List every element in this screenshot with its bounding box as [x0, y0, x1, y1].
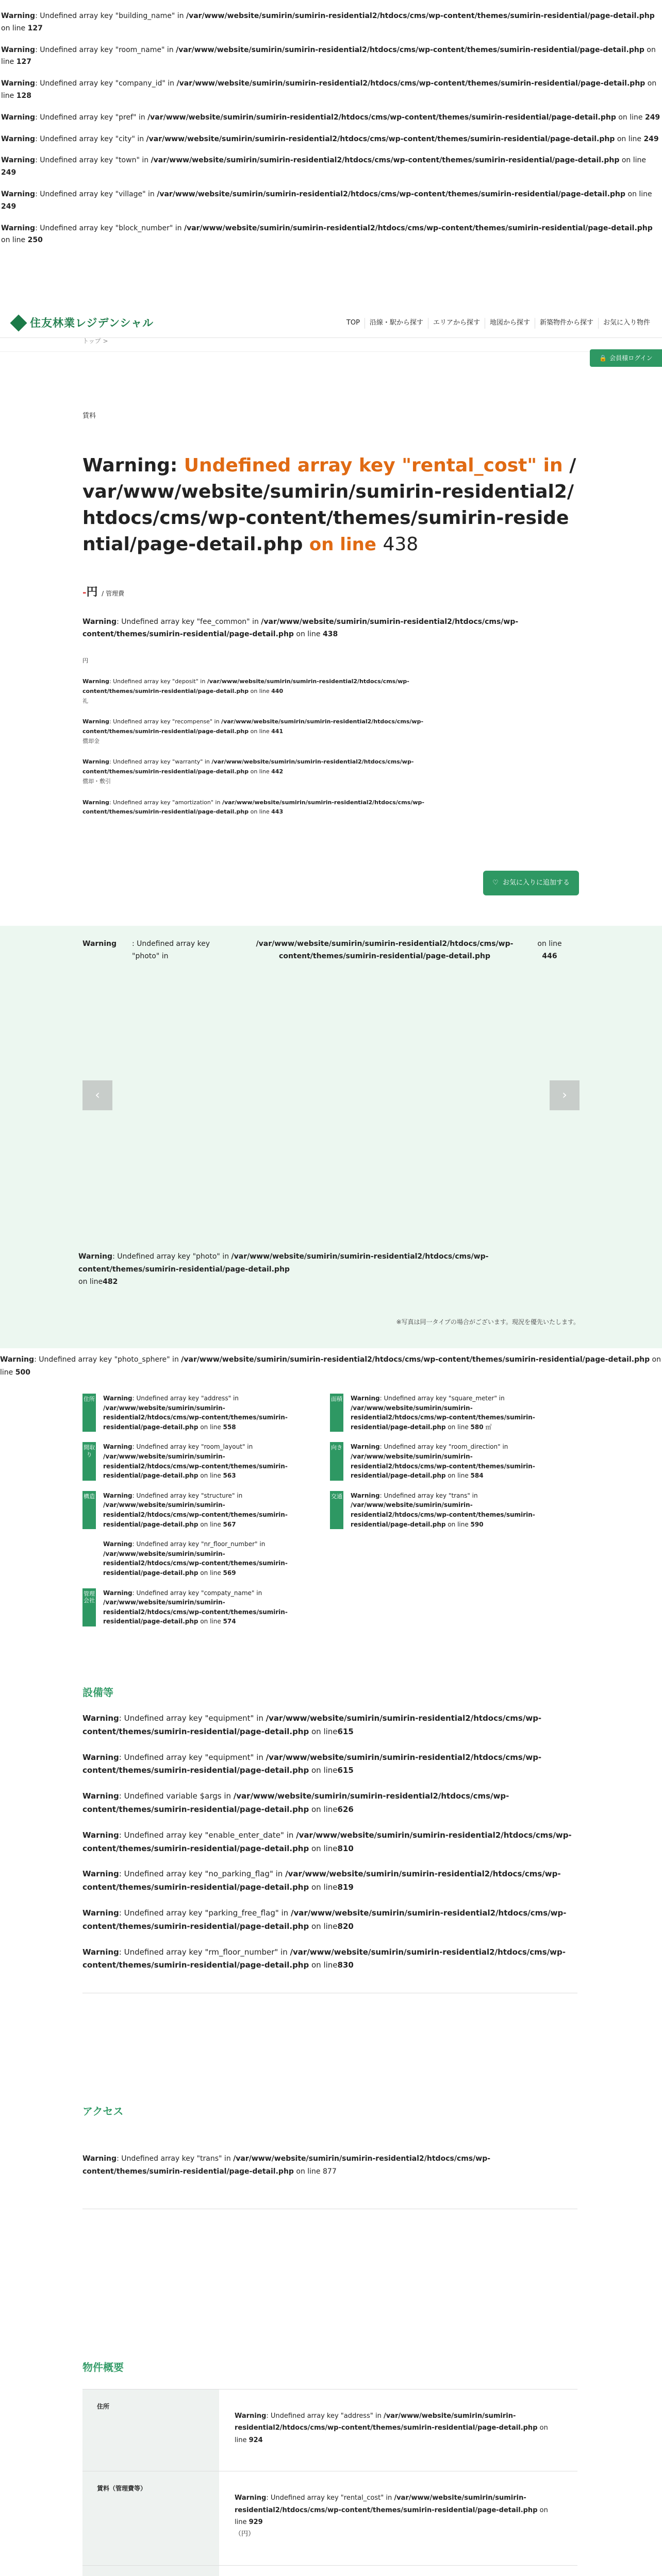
warning-path: /var/www/website/sumirin/sumirin-residential2/htdocs/cms/wp-content/themes/sumirin-residential/page-detail.php — [147, 113, 616, 122]
spec-item — [82, 1491, 304, 1529]
warning-key: "equipment" — [205, 1714, 254, 1723]
access-title: アクセス — [82, 2105, 124, 2117]
rent-big-warning: Warning: Undefined array key "rental_cost" in /var/www/website/sumirin/sumirin-residential2/htdocs/cms/wp-content/themes/sumirin-residential/page-detail.php on line 438 — [82, 455, 576, 555]
warning-path: /var/www/website/sumirin/sumirin-residential2/htdocs/cms/wp-content/themes/sumirin-residential/page-detail.php — [82, 455, 576, 555]
warning-path: /var/www/website/sumirin/sumirin-residential2/htdocs/cms/wp-content/themes/sumirin-residential/page-detail.php — [78, 1252, 489, 1274]
warning-path: /var/www/website/sumirin/sumirin-residential2/htdocs/cms/wp-content/themes/sumirin-residential/page-detail.php — [82, 718, 424, 735]
warning-prefix: : Undefined array key — [35, 45, 113, 54]
warning-path: /var/www/website/sumirin/sumirin-residential2/htdocs/cms/wp-content/themes/sumirin-residential/page-detail.php — [235, 2412, 538, 2432]
warning-key: room_name — [119, 45, 161, 54]
warning-path: /var/www/website/sumirin/sumirin-residential2/htdocs/cms/wp-content/themes/sumirin-residential/page-detail.php — [82, 799, 424, 816]
warning-prefix: : Undefined array key — [35, 224, 113, 232]
fee-common-warning: Warning: Undefined array key "fee_common" in /var/www/website/sumirin/sumirin-residential2/htdocs/cms/wp-content/themes/sumirin-residential/page-detail.php on line 438 — [82, 617, 519, 639]
equipment-title: 設備等 — [82, 1686, 113, 1699]
favorite-button[interactable] — [483, 871, 579, 895]
yen-note: 円 — [82, 657, 88, 664]
warning-line-number: 438 — [323, 630, 338, 639]
equipment-warning: Warning: Undefined variable $args in /var/www/website/sumirin/sumirin-residential2/htdocs/cms/wp-content/themes/sumirin-residential/page-detail.php on line626 — [82, 1791, 509, 1814]
warning-line-number: 250 — [27, 236, 43, 245]
price-line — [82, 584, 580, 601]
spec-item — [82, 1394, 304, 1432]
photo-gallery — [0, 926, 662, 1348]
spec-item — [82, 1588, 304, 1626]
warning-key: recompense — [175, 718, 210, 725]
warning-path: /var/www/website/sumirin/sumirin-residential2/htdocs/cms/wp-content/themes/sumirin-residential/page-detail.php — [82, 1791, 509, 1814]
warning-key: room_direction — [451, 1443, 498, 1451]
warning-key: nr_floor_number — [204, 1540, 255, 1548]
nav-item-2[interactable]: エリアから探す — [428, 318, 485, 328]
spec-warning: Warning: Undefined array key "room_layout" in /var/www/website/sumirin/sumirin-residential2/htdocs/cms/wp-content/themes/sumirin-residential/page-detail.php on line 563 — [103, 1443, 288, 1480]
logo[interactable] — [11, 315, 154, 332]
warning-line-number: 440 — [271, 688, 284, 695]
warning-path: /var/www/website/sumirin/sumirin-residential2/htdocs/cms/wp-content/themes/sumirin-residential/page-detail.php — [176, 45, 644, 54]
warning-key: city — [119, 134, 132, 143]
warning-path: /var/www/website/sumirin/sumirin-residential2/htdocs/cms/wp-content/themes/sumirin-residential/page-detail.php — [186, 12, 655, 20]
overview-row — [82, 2566, 577, 2576]
spec-warning: Warning: Undefined array key "square_meter" in /var/www/website/sumirin/sumirin-residential2/htdocs/cms/wp-content/themes/sumirin-residential/page-detail.php on line 580 ㎡ — [351, 1395, 535, 1431]
warning-line-number: 249 — [1, 202, 16, 211]
nav-item-0[interactable]: TOP — [346, 319, 360, 327]
overview-title: 物件概要 — [82, 2361, 124, 2374]
deposit-warning: Warning: Undefined array key "deposit" in /var/www/website/sumirin/sumirin-residential2/htdocs/cms/wp-content/themes/sumirin-residential/page-detail.php on line 440 礼 — [82, 677, 474, 706]
warning-path: /var/www/website/sumirin/sumirin-residential2/htdocs/cms/wp-content/themes/sumirin-residential/page-detail.php — [82, 1714, 542, 1736]
overview-head: 賃料（管理費等） — [82, 2471, 219, 2565]
spec-warning: Warning: Undefined array key "room_direction" in /var/www/website/sumirin/sumirin-residential2/htdocs/cms/wp-content/themes/sumirin-residential/page-detail.php on line 584 — [351, 1443, 535, 1480]
access-section — [82, 2104, 577, 2209]
management-label: / 管理費 — [102, 589, 125, 597]
spec-item — [330, 1442, 552, 1480]
warning-path: /var/www/website/sumirin/sumirin-residential2/htdocs/cms/wp-content/themes/sumirin-residential/page-detail.php — [103, 1550, 288, 1577]
warning-prefix: : Undefined array key — [35, 79, 113, 88]
warning-key: "equipment" — [205, 1752, 254, 1762]
spec-tag: 交通 — [330, 1491, 343, 1529]
warning-key: "rm_floor_number" — [205, 1947, 278, 1957]
warning-key: address — [204, 1395, 228, 1402]
warning-on-line: on line — [1, 79, 657, 100]
spec-tag: 構造 — [82, 1491, 96, 1529]
overview-head — [82, 2566, 219, 2576]
equipment-warning: Warning: Undefined array key "no_parking_flag" in /var/www/website/sumirin/sumirin-residential2/htdocs/cms/wp-content/themes/sumirin-residential/page-detail.php on line819 — [82, 1869, 561, 1892]
warning-path: /var/www/website/sumirin/sumirin-residential2/htdocs/cms/wp-content/themes/sumirin-residential/page-detail.php — [82, 758, 414, 775]
warning-line-number: 249 — [643, 134, 659, 143]
spec-item — [82, 1442, 304, 1480]
price-value: - — [82, 587, 87, 598]
warning-key: rental_cost — [343, 2494, 381, 2502]
deposit-note: 償却・敷引 — [82, 777, 111, 785]
warning-in: in — [168, 79, 175, 88]
overview-cell — [219, 2471, 577, 2565]
warning-line-number: 924 — [249, 2436, 263, 2444]
deposit-warning: Warning: Undefined array key "warranty" in /var/www/website/sumirin/sumirin-residential2/htdocs/cms/wp-content/themes/sumirin-residential/page-detail.php on line 442 償却・敷引 — [82, 757, 474, 786]
warning-label: Warning — [82, 940, 117, 948]
chevron-left-icon: ‹ — [95, 1088, 100, 1103]
warning-path: /var/www/website/sumirin/sumirin-residential2/htdocs/cms/wp-content/themes/sumirin-residential/page-detail.php — [103, 1501, 288, 1528]
warning-label: Warning — [1, 45, 36, 54]
gallery-next-button[interactable] — [550, 1080, 580, 1110]
warning-prefix: : Undefined array key — [35, 190, 113, 198]
warning-key: building_name — [119, 12, 172, 20]
spec-tag: 面積 — [330, 1394, 343, 1432]
warning-key: structure — [204, 1492, 232, 1499]
warning-path: /var/www/website/sumirin/sumirin-residential2/htdocs/cms/wp-content/themes/sumirin-residential/page-detail.php — [82, 1752, 542, 1775]
warning-key: variable $args — [166, 1791, 222, 1801]
warning-line-number: 127 — [27, 24, 43, 32]
warning-path: /var/www/website/sumirin/sumirin-residential2/htdocs/cms/wp-content/themes/sumirin-residential/page-detail.php — [103, 1404, 288, 1431]
warning-on-line: on line — [627, 190, 652, 198]
warning-line-number: 500 — [15, 1368, 30, 1377]
warning-key: trans — [451, 1492, 468, 1499]
warning-path: /var/www/website/sumirin/sumirin-residential2/htdocs/cms/wp-content/themes/sumirin-residential/page-detail.php — [82, 678, 409, 695]
nav-item-5[interactable]: お気に入り物件 — [598, 318, 655, 328]
warning-prefix: : Undefined array key — [35, 12, 113, 20]
warning-key: town — [119, 156, 137, 165]
warning-line — [534, 938, 565, 963]
warning-path: /var/www/website/sumirin/sumirin-residential2/htdocs/cms/wp-content/themes/sumirin-residential/page-detail.php — [103, 1452, 288, 1480]
warning-line-number: 574 — [223, 1618, 236, 1625]
warning-key: "photo" — [132, 952, 160, 960]
equipment-warning: Warning: Undefined array key "rm_floor_number" in /var/www/website/sumirin/sumirin-residential2/htdocs/cms/wp-content/themes/sumirin-residential/page-detail.php on line830 — [82, 1947, 566, 1970]
equipment-body — [82, 1712, 577, 1972]
warning-path: /var/www/website/sumirin/sumirin-residential2/htdocs/cms/wp-content/themes/sumirin-residential/page-detail.php — [351, 1452, 535, 1480]
lock-icon: 🔒 — [599, 354, 607, 362]
spec-item — [330, 1491, 552, 1529]
spec-warning: Warning: Undefined array key "compaty_name" in /var/www/website/sumirin/sumirin-residential2/htdocs/cms/wp-content/themes/sumirin-residential/page-detail.php on line 574 — [103, 1589, 288, 1625]
warning-line-number: 482 — [103, 1278, 118, 1286]
warning-prefix: : Undefined array key — [35, 134, 113, 143]
warning-key: address — [343, 2412, 370, 2420]
top-warning-line: Warning: Undefined array key "city" in /var/www/website/sumirin/sumirin-residential2/htdocs/cms/wp-content/themes/sumirin-residential/page-detail.php on line 249 — [1, 134, 659, 143]
warning-key: company_id — [119, 79, 162, 88]
main-nav — [342, 318, 655, 328]
spec-item — [82, 1539, 304, 1578]
rent-label: 賃料 — [82, 412, 96, 420]
warning-key: block_number — [119, 224, 170, 232]
warning-line-number: 563 — [223, 1472, 236, 1480]
warning-in: in — [137, 134, 144, 143]
warning-key: warranty — [175, 758, 201, 766]
warning-line-number: 127 — [16, 58, 31, 66]
warning-path: /var/www/website/sumirin/sumirin-residential2/htdocs/cms/wp-content/themes/sumirin-residential/page-detail.php — [82, 1869, 561, 1892]
warning-line-number: 626 — [337, 1804, 354, 1814]
warning-line-number: 249 — [1, 168, 16, 177]
warning-label: Warning — [1, 156, 36, 165]
warning-line-number: 877 — [323, 2167, 337, 2176]
spec-tag — [82, 1539, 96, 1578]
warning-prefix: : Undefined array key — [35, 156, 113, 165]
chevron-right-icon: › — [562, 1088, 567, 1103]
warning-key: square_meter — [451, 1395, 494, 1402]
overview-row — [82, 2471, 577, 2566]
warning-key: "trans" — [196, 2155, 222, 2163]
warning-key: amortization — [175, 799, 211, 806]
warning-path: /var/www/website/sumirin/sumirin-residential2/htdocs/cms/wp-content/themes/sumirin-residential/page-detail.php — [82, 1908, 567, 1931]
warning-on-line: on line — [1, 24, 26, 32]
heart-icon: ♡ — [492, 878, 499, 887]
warning-text: : Undefined array key "photo" in — [132, 940, 210, 960]
warning-line-number: 438 — [383, 534, 419, 555]
equipment-warning: Warning: Undefined array key "equipment" in /var/www/website/sumirin/sumirin-residential2/htdocs/cms/wp-content/themes/sumirin-residential/page-detail.php on line615 — [82, 1714, 542, 1736]
gallery-prev-button[interactable] — [82, 1080, 112, 1110]
logo-mark-icon — [11, 316, 26, 330]
warning-path: /var/www/website/sumirin/sumirin-residential2/htdocs/cms/wp-content/themes/sumirin-residential/page-detail.php — [157, 190, 626, 198]
overview-section — [82, 2360, 577, 2576]
warning-line-number: 819 — [337, 1883, 354, 1892]
warning-line-number: 128 — [16, 91, 31, 100]
overview-warning: Warning: Undefined array key "rental_cost" in /var/www/website/sumirin/sumirin-residential2/htdocs/cms/wp-content/themes/sumirin-residential/page-detail.php on line 929 （円） — [235, 2494, 548, 2538]
warning-path: /var/www/website/sumirin/sumirin-residential2/htdocs/cms/wp-content/themes/sumirin-residential/page-detail.php — [176, 79, 646, 88]
warning-line-number: 443 — [271, 808, 284, 816]
deposit-note: 償却金 — [82, 737, 100, 744]
warning-path: /var/www/website/sumirin/sumirin-residential2/htdocs/cms/wp-content/themes/sumirin-residential/page-detail.php — [103, 1599, 288, 1625]
top-warning-line: Warning: Undefined array key "village" in /var/www/website/sumirin/sumirin-residential2/htdocs/cms/wp-content/themes/sumirin-residential/page-detail.php on line 249 — [1, 190, 652, 211]
warning-key: "no_parking_flag" — [205, 1869, 273, 1879]
warning-path: /var/www/website/sumirin/sumirin-residential2/htdocs/cms/wp-content/themes/sumirin-residential/page-detail.php — [351, 1404, 535, 1431]
nav-item-4[interactable]: 新築物件から探す — [535, 318, 598, 328]
warning-label: Warning — [1, 190, 36, 198]
deposit-note: 礼 — [82, 697, 88, 704]
warning-key: "rental_cost" — [402, 455, 537, 477]
warning-key: deposit — [175, 678, 196, 685]
price-unit: 円 — [86, 585, 98, 599]
equipment-warning: Warning: Undefined array key "parking_free_flag" in /var/www/website/sumirin/sumirin-residential2/htdocs/cms/wp-content/themes/sumirin-residential/page-detail.php on line820 — [82, 1908, 567, 1931]
warning-path: /var/www/website/sumirin/sumirin-residential2/htdocs/cms/wp-content/themes/sumirin-residential/page-detail.php — [82, 617, 519, 639]
gallery-warning — [82, 938, 580, 963]
spec-right-column — [330, 1394, 552, 1539]
warning-path: /var/www/website/sumirin/sumirin-residential2/htdocs/cms/wp-content/themes/sumirin-residential/page-detail.php — [235, 2494, 538, 2514]
deposit-warning: Warning: Undefined array key "amortization" in /var/www/website/sumirin/sumirin-residential2/htdocs/cms/wp-content/themes/sumirin-residential/page-detail.php on line 443 — [82, 799, 424, 816]
access-warning: Warning: Undefined array key "trans" in /var/www/website/sumirin/sumirin-residential2/htdocs/cms/wp-content/themes/sumirin-residential/page-detail.php on line 877 — [82, 2155, 491, 2176]
warning-on-line: on line — [309, 534, 376, 555]
overview-table — [82, 2389, 577, 2576]
warning-key: compaty_name — [204, 1589, 252, 1597]
spec-note: ㎡ — [485, 1423, 492, 1431]
warning-label: Warning — [1, 113, 36, 122]
warning-on-line: on line — [618, 113, 643, 122]
warning-on-line: on line — [1, 236, 26, 245]
photo-sphere-warning: Warning: Undefined array key "photo_sphere" in /var/www/website/sumirin/sumirin-residential2/htdocs/cms/wp-content/themes/sumirin-residential/page-detail.php on line 500 — [0, 1355, 661, 1377]
warning-line-number: 441 — [271, 728, 284, 735]
member-login-label: 会員様ログイン — [609, 354, 653, 362]
warning-in: in — [142, 156, 149, 165]
warning-prefix: : Undefined array key — [35, 113, 113, 122]
top-warning-line: Warning: Undefined array key "room_name" in /var/www/website/sumirin/sumirin-residential2/htdocs/cms/wp-content/themes/sumirin-residential/page-detail.php on line 127 — [1, 45, 656, 66]
member-login-button[interactable] — [590, 349, 662, 367]
top-warnings — [0, 0, 662, 247]
equipment-section — [82, 1685, 577, 1993]
warning-key: "photo_sphere" — [114, 1355, 170, 1364]
top-warning-line: Warning: Undefined array key "building_name" in /var/www/website/sumirin/sumirin-residential2/htdocs/cms/wp-content/themes/sumirin-residential/page-detail.php on line 127 — [1, 12, 655, 32]
spec-left-column — [82, 1394, 304, 1637]
warning-line-number: 929 — [249, 2518, 263, 2526]
warning-key: "photo" — [192, 1252, 220, 1261]
warning-in: in — [177, 12, 184, 20]
warning-path: /var/www/website/sumirin/sumirin-residential2/htdocs/cms/wp-content/themes/sumirin-residential/page-detail.php — [351, 1501, 535, 1528]
spec-warning: Warning: Undefined array key "trans" in /var/www/website/sumirin/sumirin-residential2/htdocs/cms/wp-content/themes/sumirin-residential/page-detail.php on line 590 — [351, 1492, 535, 1528]
warning-line-number: 567 — [223, 1520, 236, 1528]
overview-warning: Warning: Undefined array key "address" in /var/www/website/sumirin/sumirin-residential2/htdocs/cms/wp-content/themes/sumirin-residential/page-detail.php on line 924 — [235, 2412, 548, 2444]
spec-warning: Warning: Undefined array key "nr_floor_number" in /var/www/website/sumirin/sumirin-residential2/htdocs/cms/wp-content/themes/sumirin-residential/page-detail.php on line 569 — [103, 1540, 288, 1577]
top-warning-line: Warning: Undefined array key "block_number" in /var/www/website/sumirin/sumirin-residential2/htdocs/cms/wp-content/themes/sumirin-residential/page-detail.php on line 250 — [1, 224, 653, 245]
overview-note: （円） — [235, 2530, 255, 2538]
warning-label: Warning — [1, 224, 36, 232]
warning-path: /var/www/website/sumirin/sumirin-residential2/htdocs/cms/wp-content/themes/sumirin-residential/page-detail.php — [82, 1830, 572, 1853]
spec-tag: 向き — [330, 1442, 343, 1480]
warning-label: Warning — [1, 12, 36, 20]
warning-line-number: 446 — [542, 952, 557, 960]
warning-key: room_layout — [204, 1443, 242, 1451]
warning-path: /var/www/website/sumirin/sumirin-residential2/htdocs/cms/wp-content/themes/sumirin-residential/page-detail.php — [181, 1355, 650, 1364]
warning-label: Warning — [1, 134, 36, 143]
warning-line-number: 584 — [470, 1472, 484, 1480]
warning-label: Warning — [1, 79, 36, 88]
spec-warning: Warning: Undefined array key "address" in /var/www/website/sumirin/sumirin-residential2/htdocs/cms/wp-content/themes/sumirin-residential/page-detail.php on line 558 — [103, 1395, 288, 1431]
warning-key: pref — [119, 113, 133, 122]
spec-item — [330, 1394, 552, 1432]
nav-item-3[interactable]: 地図から探す — [485, 318, 535, 328]
top-warning-line: Warning: Undefined array key "town" in /var/www/website/sumirin/sumirin-residential2/htdocs/cms/wp-content/themes/sumirin-residential/page-detail.php on line 249 — [1, 156, 646, 177]
warning-on-line: on line — [1, 45, 656, 66]
spec-tag: 間取り — [82, 1442, 96, 1480]
warning-text: Undefined array key "rental_cost" in — [184, 455, 563, 477]
warning-line-number: 810 — [337, 1843, 354, 1853]
warning-line-number: 569 — [223, 1569, 236, 1577]
top-warning-line: Warning: Undefined array key "pref" in /var/www/website/sumirin/sumirin-residential2/htdocs/cms/wp-content/themes/sumirin-residential/page-detail.php on line 249 — [1, 113, 660, 122]
equipment-warning: Warning: Undefined array key "equipment" in /var/www/website/sumirin/sumirin-residential2/htdocs/cms/wp-content/themes/sumirin-residential/page-detail.php on line615 — [82, 1752, 542, 1775]
favorite-label: お気に入りに追加する — [502, 878, 570, 887]
deposit-block — [82, 677, 580, 817]
warning-line-number: 615 — [337, 1766, 354, 1775]
warning-on-line: on line — [621, 156, 646, 165]
warning-line-number: 820 — [337, 1921, 354, 1931]
equipment-warning: Warning: Undefined array key "enable_enter_date" in /var/www/website/sumirin/sumirin-residential2/htdocs/cms/wp-content/themes/sumirin-residential/page-detail.php on line810 — [82, 1830, 572, 1853]
overview-cell — [219, 2566, 577, 2576]
warning-on-line: on line — [537, 940, 562, 948]
logo-text: 住友林業レジデンシャル — [30, 317, 154, 330]
warning-line-number: 442 — [271, 768, 284, 775]
warning-path: /var/www/website/sumirin/sumirin-residential2/htdocs/cms/wp-content/themes/sumirin-residential/page-detail.php — [82, 1947, 566, 1970]
warning-in: in — [175, 224, 182, 232]
gallery-note: ※写真は同一タイプの場合がございます。現況を優先いたします。 — [396, 1318, 580, 1326]
breadcrumb[interactable]: トップ > — [0, 331, 662, 352]
warning-line-number: 580 — [470, 1423, 484, 1431]
spec-tag: 管理会社 — [82, 1588, 96, 1626]
nav-item-1[interactable]: 沿線・駅から探す — [365, 318, 428, 328]
warning-line-number: 590 — [470, 1520, 484, 1528]
warning-key: "parking_free_flag" — [205, 1908, 279, 1918]
overview-cell — [219, 2389, 577, 2471]
spec-tag: 住所 — [82, 1394, 96, 1432]
warning-line-number: 830 — [337, 1960, 354, 1970]
spec-warning: Warning: Undefined array key "structure" in /var/www/website/sumirin/sumirin-residential2/htdocs/cms/wp-content/themes/sumirin-residential/page-detail.php on line 567 — [103, 1492, 288, 1528]
warning-line-number: 558 — [223, 1423, 236, 1431]
warning-in: in — [138, 113, 145, 122]
warning-on-line: on line — [617, 134, 641, 143]
top-warning-line: Warning: Undefined array key "company_id" in /var/www/website/sumirin/sumirin-residential2/htdocs/cms/wp-content/themes/sumirin-residential/page-detail.php on line 128 — [1, 79, 657, 100]
rent-section — [0, 392, 662, 817]
overview-head: 住所 — [82, 2389, 219, 2471]
warning-label: Warning — [82, 455, 170, 477]
warning-line-number: 249 — [644, 113, 660, 122]
warning-path: /var/www/website/sumirin/sumirin-residential2/htdocs/cms/wp-content/themes/sumirin-residential/page-detail.php — [184, 224, 653, 232]
warning-line-number: 615 — [337, 1726, 354, 1736]
warning-in: in — [148, 190, 155, 198]
deposit-warning: Warning: Undefined array key "recompense" in /var/www/website/sumirin/sumirin-residential2/htdocs/cms/wp-content/themes/sumirin-residential/page-detail.php on line 441 償却金 — [82, 717, 474, 746]
warning-path: /var/www/website/sumirin/sumirin-residential2/htdocs/cms/wp-content/themes/sumirin-residential/page-detail.php — [256, 940, 514, 960]
warning-key: village — [119, 190, 143, 198]
warning-path: /var/www/website/sumirin/sumirin-residential2/htdocs/cms/wp-content/themes/sumirin-residential/page-detail.php — [151, 156, 620, 165]
warning-path: /var/www/website/sumirin/sumirin-residential2/htdocs/cms/wp-content/themes/sumirin-residential/page-detail.php — [146, 134, 615, 143]
warning-in: in — [167, 45, 174, 54]
overview-row — [82, 2389, 577, 2471]
gallery-warning-2: Warning: Undefined array key "photo" in /var/www/website/sumirin/sumirin-residential2/htdocs/cms/wp-content/themes/sumirin-residential/page-detail.php on line482 — [78, 1252, 489, 1286]
warning-key: "enable_enter_date" — [205, 1830, 284, 1840]
warning-path: /var/www/website/sumirin/sumirin-residential2/htdocs/cms/wp-content/themes/sumirin-residential/page-detail.php — [82, 2155, 491, 2176]
